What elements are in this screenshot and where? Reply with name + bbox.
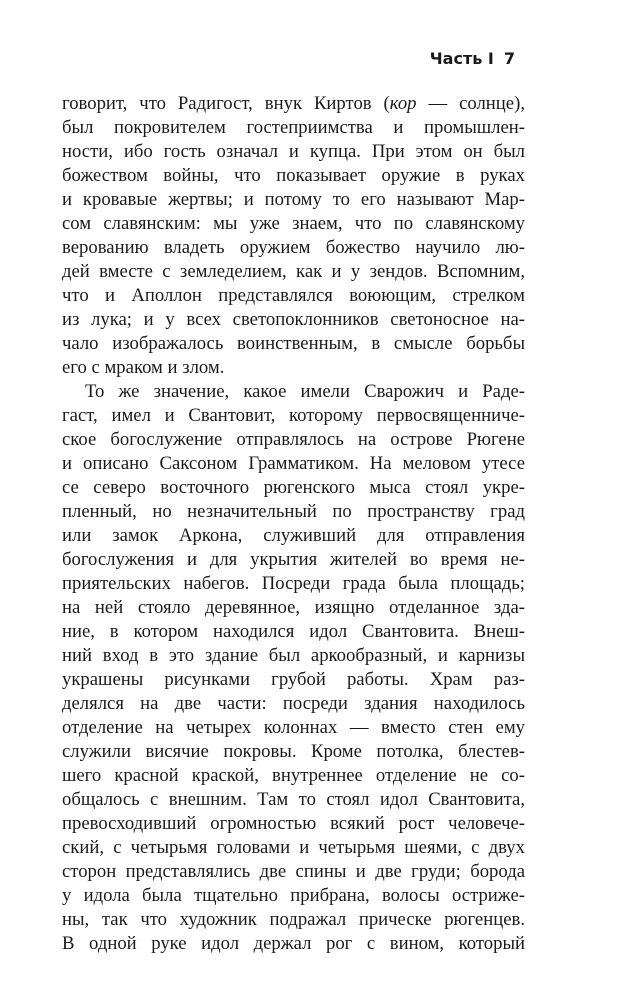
text-line: сом славянским: мы уже знаем, что по славянскому xyxy=(62,213,525,234)
text-line: и кровавые жертвы; и потому то его называют Мар- xyxy=(62,189,525,210)
text-line: что и Аполлон представлялся воюющим, стрелком xyxy=(62,285,525,306)
text-line: и описано Саксоном Грамматиком. На меловом утесе xyxy=(62,453,525,474)
page-number: 7 xyxy=(503,49,515,68)
paragraph-1 xyxy=(62,92,525,380)
text-line: из лука; и у всех светопоклонников светоносное на- xyxy=(62,309,525,330)
text-line: ское богослужение отправлялось на острове Рюгене xyxy=(62,429,525,450)
text-line: ский, с четырьмя головами и четырьмя шеями, с двух xyxy=(62,837,525,858)
text-line: гаст, имел и Свантовит, которому первосвященниче- xyxy=(62,405,525,426)
text-line: ности, ибо гость означал и купца. При этом он был xyxy=(62,141,525,162)
text-line: се северо восточного рюгенского мыса стоял укре- xyxy=(62,477,525,498)
paragraph-2 xyxy=(62,380,525,956)
section-title: Часть I xyxy=(429,49,494,68)
text-line: чало изображалось воинственным, в смысле борьбы xyxy=(62,333,525,354)
text-line: В одной руке идол держал рог с вином, который xyxy=(62,933,525,954)
text-line: шего красной краской, внутреннее отделение не со- xyxy=(62,765,525,786)
text-line: приятельских набегов. Посреди града была площадь; xyxy=(62,573,525,594)
text-line: его с мраком и злом. xyxy=(62,357,225,378)
text-line: божеством войны, что показывает оружие в руках xyxy=(62,165,525,186)
text-line: у идола была тщательно прибрана, волосы остриже- xyxy=(62,885,525,906)
text-line: верованию владеть оружием божество научило лю- xyxy=(62,237,525,258)
text-line: общалось с внешним. Там то стоял идол Свантовита, xyxy=(62,789,525,810)
text-line: превосходивший огромностью всякий рост человече- xyxy=(62,813,525,834)
running-head xyxy=(430,49,515,69)
text-line: делялся на две части: посреди здания находилось xyxy=(62,693,525,714)
text-line: дей вместе с земледелием, как и у зендов. Вспомним, xyxy=(62,261,525,282)
italic-word: кор xyxy=(389,93,417,114)
text-line: То же значение, какое имели Сварожич и Раде- xyxy=(85,381,525,402)
text-line: служили висячие покровы. Кроме потолка, блестев- xyxy=(62,741,525,762)
text-line: сторон представлялись две спины и две груди; борода xyxy=(62,861,525,882)
text-line: богослужения и для укрытия жителей во время не- xyxy=(62,549,525,570)
body-text xyxy=(62,92,525,956)
text-line: говорит, что Радигост, внук Киртов (кор — солнце), xyxy=(62,93,525,114)
text-line: ний вход в это здание был аркообразный, и карнизы xyxy=(62,645,525,666)
text-line: на ней стояло деревянное, изящно отделанное зда- xyxy=(62,597,525,618)
text-line: или замок Аркона, служивший для отправления xyxy=(62,525,525,546)
text-line: ние, в котором находился идол Свантовита. Внеш- xyxy=(62,621,525,642)
text-line: ны, так что художник подражал прическе рюгенцев. xyxy=(62,909,525,930)
text-line: был покровителем гостеприимства и промышлен- xyxy=(62,117,525,138)
text-line: пленный, но незначительный по пространству град xyxy=(62,501,525,522)
text-line: отделение на четырех колоннах — вместо стен ему xyxy=(62,717,525,738)
text-line: украшены рисунками грубой работы. Храм раз- xyxy=(62,669,525,690)
